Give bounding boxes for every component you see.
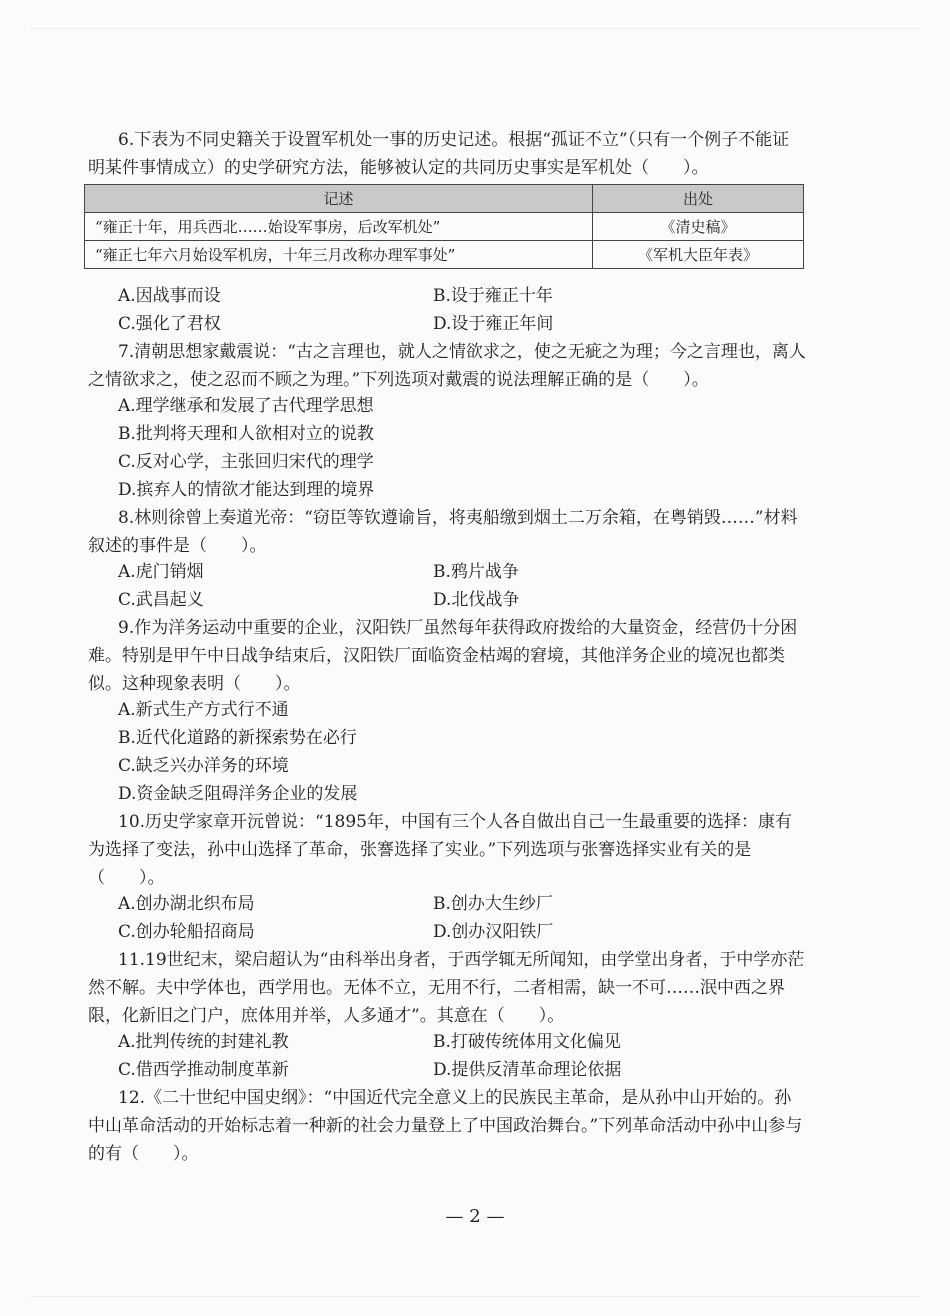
question-11-option-a: A.批判传统的封建礼教 [118,1032,289,1052]
table-header-record: 记述 [85,185,593,213]
question-9-option-b: B.近代化道路的新探索势在必行 [118,728,357,748]
table-cell-source: 《军机大臣年表》 [593,241,804,269]
table-header-source: 出处 [593,185,804,213]
question-11-option-b: B.打破传统体用文化偏见 [433,1032,621,1052]
question-9-option-d: D.资金缺乏阻碍洋务企业的发展 [118,784,358,804]
question-6-table [84,184,804,269]
question-8-stem: 8.林则徐曾上奏道光帝：“窃臣等钦遵谕旨，将夷船缴到烟土二万余箱，在粤销毁……”材料叙述的事件是（ ）。 [88,508,798,556]
question-10-option-c: C.创办轮船招商局 [118,922,255,942]
page-number: — 2 — [445,1206,505,1227]
table-row [85,241,804,269]
scan-edge-top [30,28,920,29]
question-7-option-b: B.批判将天理和人欲相对立的说教 [118,424,374,444]
question-7-stem: 7.清朝思想家戴震说：“古之言理也，就人之情欲求之，使之无疵之为理；今之言理也，离人之情欲求之，使之忍而不顾之为理。”下列选项对戴震的说法理解正确的是（ ）。 [88,342,806,390]
question-9-option-c: C.缺乏兴办洋务的环境 [118,756,289,776]
question-11-option-d: D.提供反清革命理论依据 [433,1060,622,1080]
question-10-option-a: A.创办湖北织布局 [118,894,255,914]
question-8-option-d: D.北伐战争 [433,590,520,610]
question-6-option-a: A.因战事而设 [118,286,221,306]
question-9-stem: 9.作为洋务运动中重要的企业，汉阳铁厂虽然每年获得政府拨给的大量资金，经营仍十分困难。特别是甲午中日战争结束后，汉阳铁厂面临资金枯竭的窘境，其他洋务企业的境况也都类似。这种现象表明（ ）。 [88,618,798,694]
question-7-option-d: D.摈弃人的情欲才能达到理的境界 [118,480,375,500]
question-11-option-c: C.借西学推动制度革新 [118,1060,289,1080]
scan-edge-bottom [30,1296,920,1297]
table-cell-record: “雍正七年六月始设军机房，十年三月改称办理军事处” [85,241,593,269]
question-8-option-b: B.鸦片战争 [433,562,519,582]
question-9-option-a: A.新式生产方式行不通 [118,700,289,720]
question-7-option-c: C.反对心学，主张回归宋代的理学 [118,452,374,472]
question-6-option-d: D.设于雍正年间 [433,314,554,334]
question-10-stem: 10.历史学家章开沅曾说：“1895年，中国有三个人各自做出自己一生最重要的选择：康有为选择了变法，孙中山选择了革命，张謇选择了实业。”下列选项与张謇选择实业有关的是（ ）。 [88,812,792,888]
question-10-option-d: D.创办汉阳铁厂 [433,922,554,942]
question-8-option-c: C.武昌起义 [118,590,204,610]
table-row [85,213,804,241]
question-7-option-a: A.理学继承和发展了古代理学思想 [118,396,374,416]
question-11-stem: 11.19世纪末，梁启超认为“由科举出身者，于西学辄无所闻知，由学堂出身者，于中学亦茫然不解。夫中学体也，西学用也。无体不立，无用不行，二者相需，缺一不可……泯中西之界限，化新旧之门户，庶体用并举，人多通才”。其意在（ ）。 [88,950,805,1026]
question-6-stem: 6.下表为不同史籍关于设置军机处一事的历史记述。根据“孤证不立”（只有一个例子不能证明某件事情成立）的史学研究方法，能够被认定的共同历史事实是军机处（ ）。 [88,130,790,178]
table-cell-record: “雍正十年，用兵西北……始设军事房，后改军机处” [85,213,593,241]
question-10-option-b: B.创办大生纱厂 [433,894,553,914]
question-12-stem: 12.《二十世纪中国史纲》：“中国近代完全意义上的民族民主革命，是从孙中山开始的。孙中山革命活动的开始标志着一种新的社会力量登上了中国政治舞台。”下列革命活动中孙中山参与的有（ ）。 [88,1088,803,1164]
question-6-option-b: B.设于雍正十年 [433,286,553,306]
question-8-option-a: A.虎门销烟 [118,562,204,582]
question-6-option-c: C.强化了君权 [118,314,221,334]
table-header-row [85,185,804,213]
table-cell-source: 《清史稿》 [593,213,804,241]
